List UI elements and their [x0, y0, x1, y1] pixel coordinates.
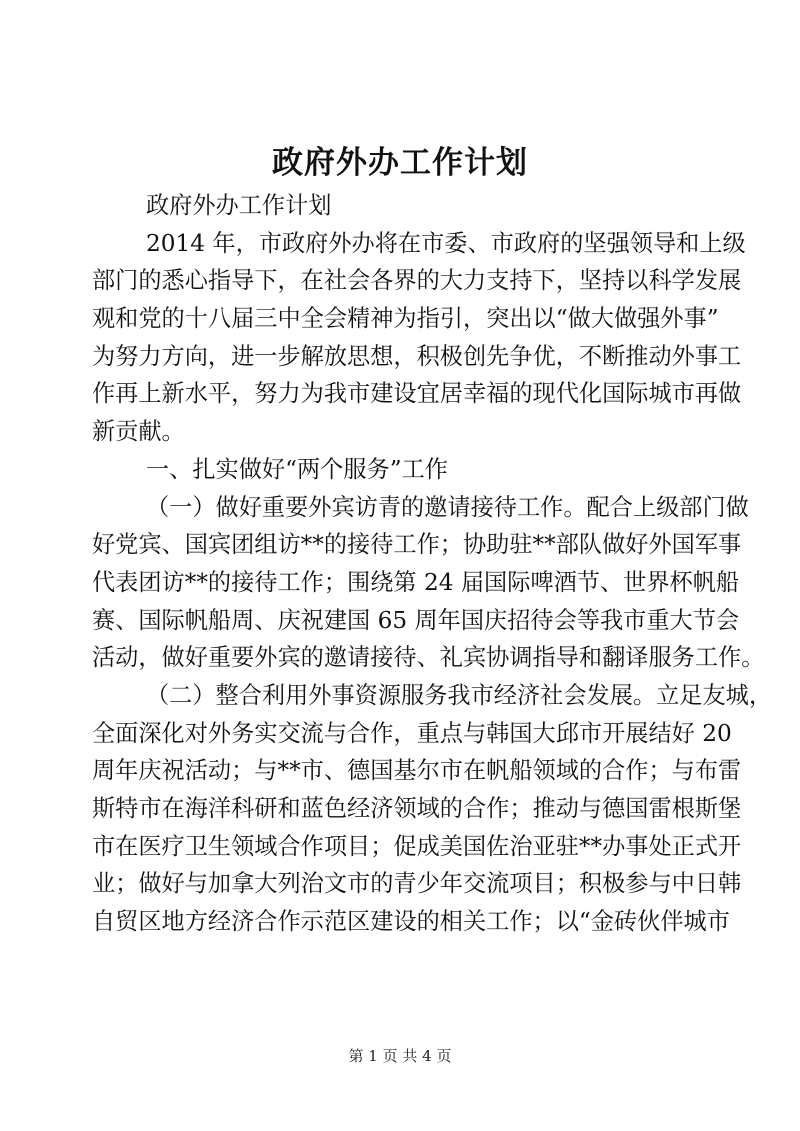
body-line: 斯特市在海洋科研和蓝色经济领域的合作；推动与德国雷根斯堡 [92, 795, 742, 822]
body-line: 市在医疗卫生领域合作项目；促成美国佐治亚驻**办事处正式开 [92, 832, 742, 860]
body-line: 政府外办工作计划 [146, 192, 332, 219]
body-line: 全面深化对外务实交流与合作，重点与韩国大邱市开展结好 20 [92, 719, 732, 747]
body-line: 自贸区地方经济合作示范区建设的相关工作；以“金砖伙伴城市 [92, 908, 730, 936]
body-line: 业；做好与加拿大列治文市的青少年交流项目；积极参与中日韩 [92, 870, 742, 898]
section-heading: 一、扎实做好“两个服务”工作 [146, 455, 448, 483]
document-body [92, 187, 773, 941]
document-title: 政府外办工作计划 [272, 145, 528, 181]
body-line: 作再上新水平，努力为我市建设宜居幸福的现代化国际城市再做 [92, 380, 742, 408]
body-line: 新贡献。 [92, 418, 185, 446]
body-line: 为努力方向，进一步解放思想，积极创先争优，不断推动外事工 [92, 342, 742, 370]
body-line: 周年庆祝活动；与**市、德国基尔市在帆船领域的合作；与布雷 [92, 757, 742, 785]
body-line: （二）整合利用外事资源服务我市经济社会发展。立足友城， [146, 681, 773, 709]
body-line: 活动，做好重要外宾的邀请接待、礼宾协调指导和翻译服务工作。 [92, 644, 765, 672]
page-number-footer: 第 1 页 共 4 页 [348, 1047, 452, 1065]
body-line: （一）做好重要外宾访青的邀请接待工作。配合上级部门做 [146, 493, 749, 521]
body-line: 好党宾、国宾团组访**的接待工作；协助驻**部队做好外国军事 [92, 531, 742, 559]
body-line: 观和党的十八届三中全会精神为指引，突出以“做大做强外事” [92, 305, 719, 333]
body-line: 2014 年，市政府外办将在市委、市政府的坚强领导和上级 [146, 229, 746, 257]
body-line: 代表团访**的接待工作；围绕第 24 届国际啤酒节、世界杯帆船 [92, 568, 740, 596]
body-line: 赛、国际帆船周、庆祝建国 65 周年国庆招待会等我市重大节会 [92, 606, 740, 634]
body-line: 部门的悉心指导下，在社会各界的大力支持下，坚持以科学发展 [92, 267, 742, 295]
